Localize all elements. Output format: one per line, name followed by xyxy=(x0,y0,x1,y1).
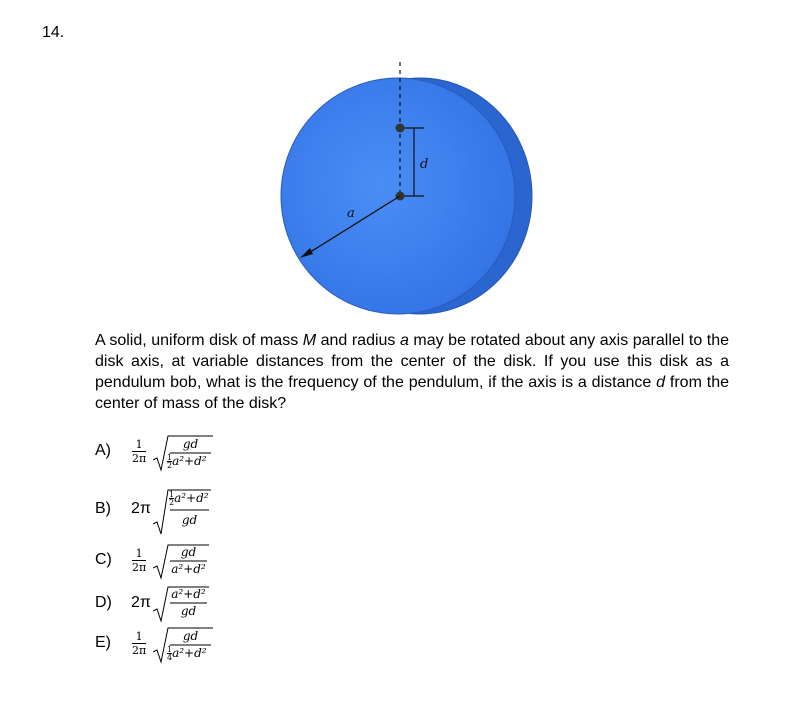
one-half: $\frac{1}{2}$ xyxy=(167,453,173,470)
option-letter: C) xyxy=(95,551,112,568)
radical: gd $\frac{1}{4}$ a²+d² xyxy=(153,626,215,666)
question-prompt: A solid, uniform disk of mass M and radius a may be rotated about any axis parallel to the disk axis, at variable distances from the center of the disk. If you use this disk as a pendulum bob, what is the frequency of the pendulum, if the axis is a distance d from the center of mass of the disk? xyxy=(95,332,730,412)
coefficient: 2π xyxy=(131,594,151,611)
coefficient: 2π xyxy=(131,500,151,517)
option-letter: E) xyxy=(95,634,111,651)
pivot-point xyxy=(396,124,405,133)
coefficient: 1 2π xyxy=(132,547,147,574)
question-number: 14. xyxy=(42,24,65,41)
label-d: d xyxy=(420,157,429,172)
option-letter: D) xyxy=(95,594,112,611)
option-letter: B) xyxy=(95,500,111,517)
coefficient: 1 2π xyxy=(132,438,147,465)
radical: a²+d² gd xyxy=(153,585,213,623)
disk-figure xyxy=(270,58,540,320)
radical: gd a²+d² xyxy=(153,543,213,581)
one-half: $\frac{1}{2}$ xyxy=(169,490,175,507)
coefficient: 1 2π xyxy=(132,630,147,657)
label-a: a xyxy=(347,206,355,221)
option-letter: A) xyxy=(95,442,111,459)
radical: $\frac{1}{2}$ a²+d² gd xyxy=(153,488,215,536)
radical: gd $\frac{1}{2}$ a²+d² xyxy=(153,434,215,474)
one-quarter: $\frac{1}{4}$ xyxy=(167,645,173,662)
